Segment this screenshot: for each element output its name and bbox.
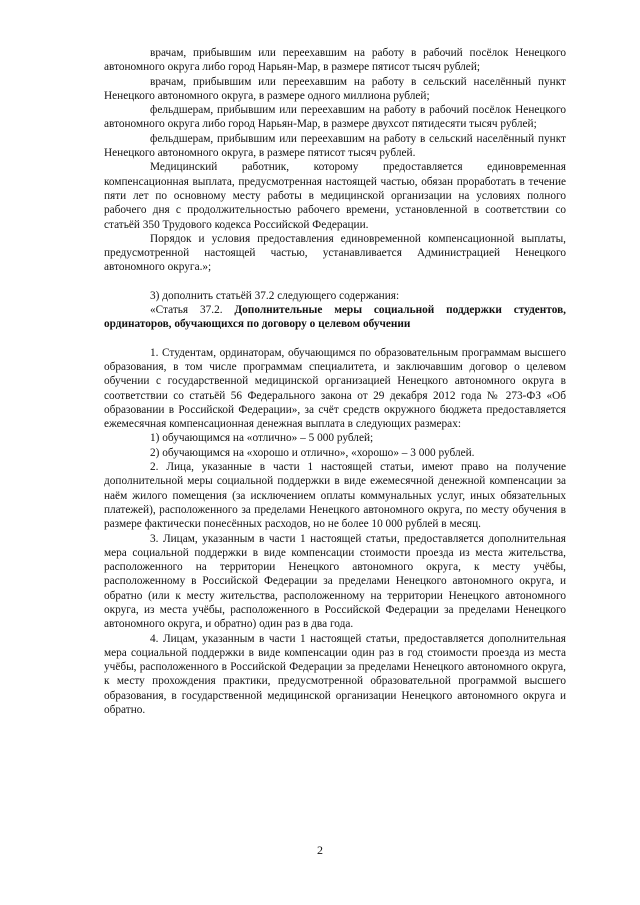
page-number: 2: [317, 843, 323, 857]
spacer: [104, 275, 566, 289]
article-heading-title: Дополнительные меры социальной поддержки студентов, ординаторов, обучающихся по договору о целевом обучении: [104, 304, 566, 331]
article-heading-number: «Статья 37.2.: [150, 304, 235, 317]
spacer: [104, 332, 566, 346]
list-item: 1) обучающимся на «отлично» – 5 000 рублей;: [150, 432, 374, 445]
paragraph: Медицинский работник, которому предоставляется единовременная компенсационная выплата, предусмотренная настоящей частью, обязан проработать в течение пяти лет по основному месту работы в медицинской организации на условиях полного рабочего дня с продолжительностью рабочего времени, установленной в соответствии со статьёй 350 Трудового кодекса Российской Федерации.: [104, 161, 566, 231]
paragraph: врачам, прибывшим или переехавшим на работу в рабочий посёлок Ненецкого автономного округа либо город Нарьян-Мар, в размере пятисот тысяч рублей;: [104, 47, 566, 74]
paragraph: 2. Лица, указанные в части 1 настоящей статьи, имеют право на получение дополнительной меры социальной поддержки в виде ежемесячной денежной компенсации за наём жилого помещения (за исключением оплаты коммунальных услуг, иных обязательных платежей), расположенного за пределами Ненецкого автономного округа, по месту обучения в размере фактически понесённых расходов, но не более 10 000 рублей в месяц.: [104, 461, 566, 531]
amendment-intro: 3) дополнить статьёй 37.2 следующего содержания:: [150, 289, 400, 302]
paragraph: Порядок и условия предоставления единовременной компенсационной выплаты, предусмотренной настоящей частью, устанавливается Администрацией Ненецкого автономного округа.»;: [104, 232, 566, 274]
paragraph: фельдшерам, прибывшим или переехавшим на работу в сельский населённый пункт Ненецкого автономного округа, в размере пятисот тысяч рублей.: [104, 132, 566, 160]
paragraph: 3. Лицам, указанным в части 1 настоящей статьи, предоставляется дополнительная мера социальной поддержки в виде компенсации стоимости проезда из места жительства, расположенного на территории Ненецкого автономного округа, к месту учёбы, расположенному в Российской Федерации за пределами Ненецкого автономного округа, и обратно (или к месту жительства, расположенному на территории Ненецкого автономного округа, из места учёбы, расположенного в Российской Федерации за пределами Ненецкого автономного округа, и обратно) один раз в два года.: [104, 532, 566, 631]
paragraph: 4. Лицам, указанным в части 1 настоящей статьи, предоставляется дополнительная мера социальной поддержки в виде компенсации один раз в год стоимости проезда из места учёбы, расположенного в Российской Федерации за пределами Ненецкого автономного округа, к месту прохождения практики, предусмотренной образовательной программой высшего образования, в государственной медицинской организации Ненецкого автономного округа и обратно.: [104, 632, 566, 717]
paragraph: фельдшерам, прибывшим или переехавшим на работу в рабочий посёлок Ненецкого автономного округа либо город Нарьян-Мар, в размере двухсот пятидесяти тысяч рублей;: [104, 104, 566, 131]
paragraph: врачам, прибывшим или переехавшим на работу в сельский населённый пункт Ненецкого автономного округа, в размере одного миллиона рублей;: [104, 75, 566, 102]
document-body: [104, 46, 566, 717]
list-item: 2) обучающимся на «хорошо и отлично», «хорошо» – 3 000 рублей.: [150, 446, 475, 459]
article-heading: [104, 303, 566, 332]
paragraph: 1. Студентам, ординаторам, обучающимся по образовательным программам высшего образования, в том числе программам специалитета, и заключавшим договор о целевом обучении с государственной медицинской организацией Ненецкого автономного округа в соответствии со статьёй 56 Федерального закона от 29 декабря 2012 года № 273-ФЗ «Об образовании в Российской Федерации», за счёт средств окружного бюджета предоставляется ежемесячная компенсационная денежная выплата в следующих размерах:: [104, 346, 566, 431]
